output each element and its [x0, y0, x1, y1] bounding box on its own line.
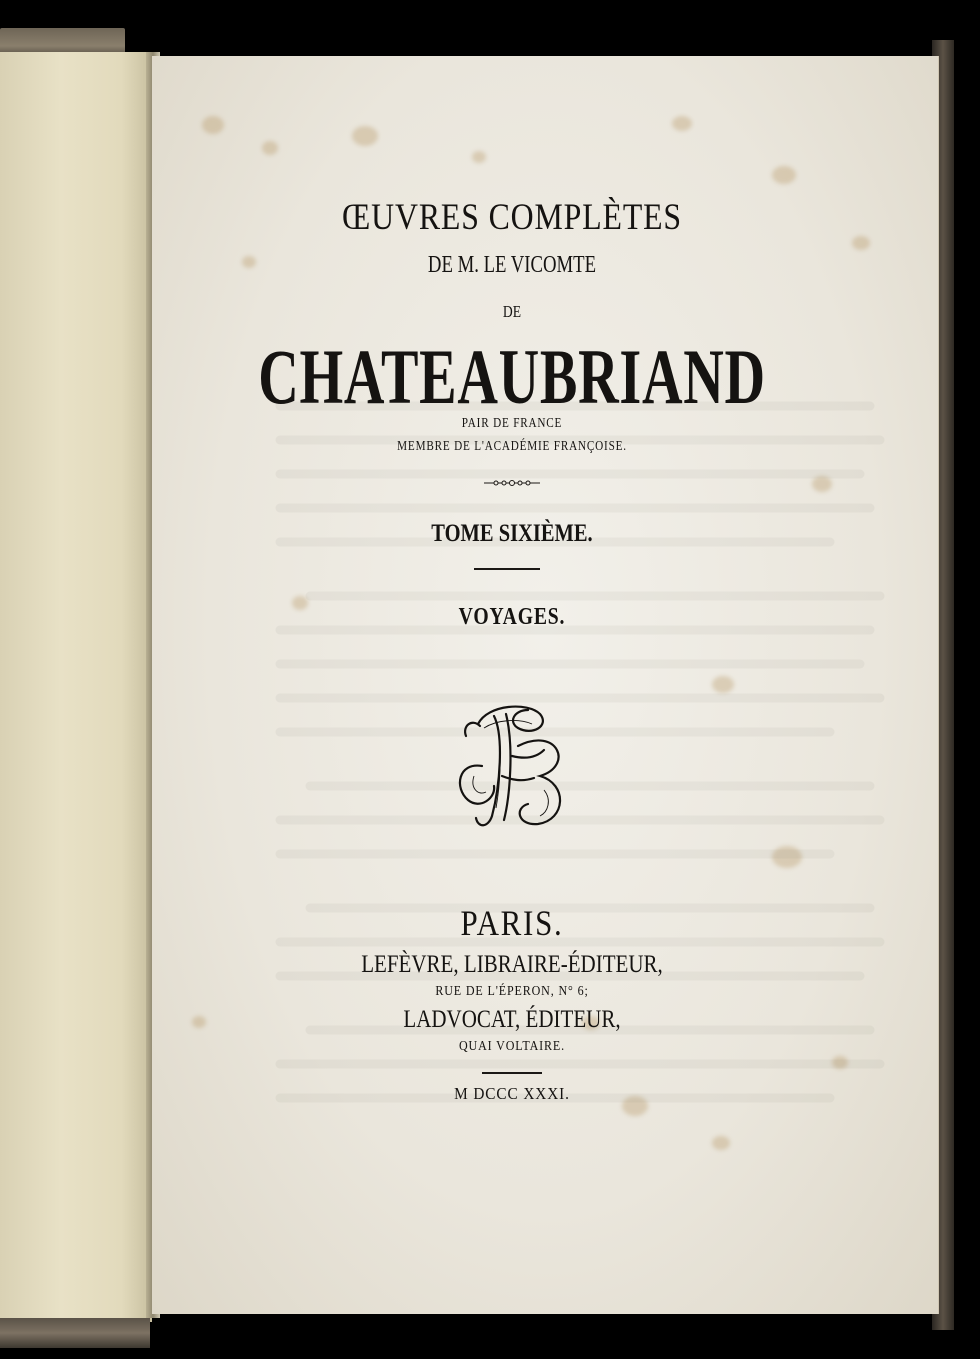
collection-title: ŒUVRES COMPLÈTES	[342, 197, 682, 238]
publisher-1-address: RUE DE L'ÉPERON, N° 6;	[435, 984, 589, 999]
publication-year: M DCCC XXXI.	[454, 1084, 570, 1103]
title-page-text	[152, 56, 938, 1314]
author-title-2: MEMBRE DE L'ACADÉMIE FRANÇOISE.	[397, 439, 627, 454]
author-particle: DE	[502, 302, 522, 321]
publisher-1: LEFÈVRE, LIBRAIRE-ÉDITEUR,	[361, 951, 663, 978]
divider-rule	[482, 1072, 542, 1074]
book-cover-bottom-edge	[0, 1318, 150, 1348]
author-title-1: PAIR DE FRANCE	[461, 416, 563, 431]
author-prefix: DE M. LE VICOMTE	[427, 252, 597, 278]
volume-subject: VOYAGES.	[458, 604, 566, 630]
author-name: CHATEAUBRIAND	[258, 333, 766, 420]
publisher-2-address: QUAI VOLTAIRE.	[458, 1039, 566, 1054]
imprint-city: PARIS.	[460, 903, 564, 943]
interlaced-monogram-icon	[448, 696, 578, 836]
publisher-2: LADVOCAT, ÉDITEUR,	[403, 1006, 621, 1033]
divider-rule	[474, 568, 540, 570]
left-page	[0, 52, 152, 1322]
title-page	[152, 56, 939, 1314]
printer-ornament-icon	[482, 478, 542, 488]
volume-number: TOME SIXIÈME.	[431, 520, 593, 547]
